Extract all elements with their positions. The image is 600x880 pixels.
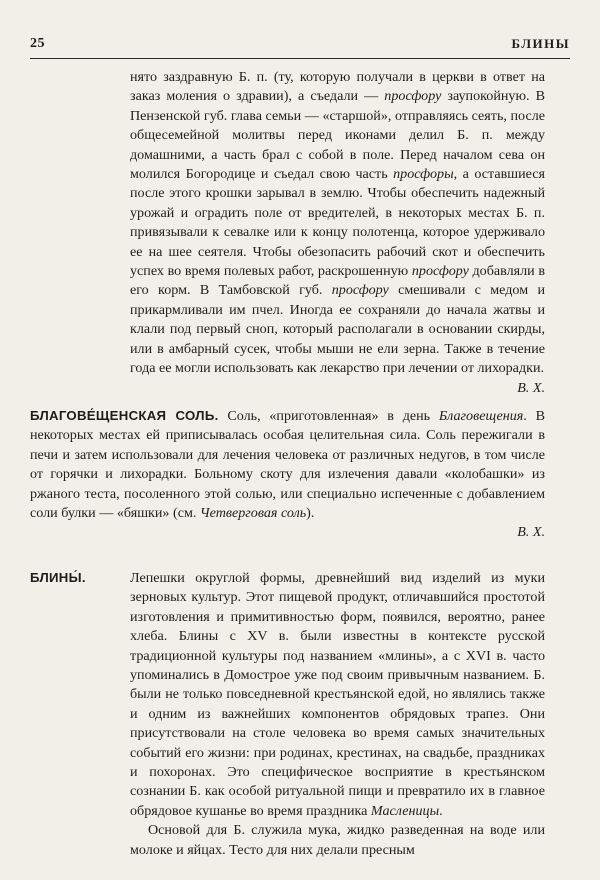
- entry-text: БЛАГОВЕ́ЩЕНСКАЯ СОЛЬ. Соль, «приготовленная» в день Благовещения. В некоторых местах ей приписывалась особая целительная сила. Соль пережигали в печи и затем использовали для лечения человека от различных недугов, в том числе от горячки и лихорадки. Больному скоту для излечения давали «колобашки» из ржаного теста, посоленного этой солью, или специально испеченные с добавлением соли булки — «бяшки» (см. Четверговая соль).: [30, 408, 545, 522]
- entry-text: Лепешки округлой формы, древнейший вид изделий из муки зерновых культур. Этот пищевой продукт, отличавшийся простотой изготовления и примитивностью форм, появился, вероятно, ранее хлеба. Блины с XV в. были известны в контексте русской традиционной культуры под названием «млины», а с XVI в. часто упоминались в Домострое уже под своим привычным названием. Б. были не только повседневной крестьянской едой, но являлись также и одним из важнейших компонентов обрядовых трапез. Они присутствовали на столе человека во время самых значительных событий его жизни: при родинах, крестинах, на свадьбе, праздниках и похоронах. Это специфическое восприятие в крестьянском сознании Б. как особой ритуальной пищи и превратило их в главное обрядовое кушанье во время праздника Масленицы.: [130, 570, 545, 819]
- page-header: [30, 36, 570, 59]
- entry-blagoveshchenskaya-sol: [30, 406, 545, 543]
- entry-term-bliny: БЛИНЫ́.: [30, 570, 86, 585]
- entry-bliny: [130, 569, 545, 860]
- author-initials: В. Х.: [517, 524, 545, 541]
- page-number: 25: [30, 36, 45, 51]
- previous-entry-continuation: [130, 68, 545, 398]
- running-head: БЛИНЫ: [511, 36, 570, 51]
- entry-text-continued: Основой для Б. служила мука, жидко разведенная на воде или молоке и яйцах. Тесто для них делали пресным: [130, 822, 545, 858]
- author-initials: В. Х.: [517, 379, 545, 396]
- entry-term: БЛАГОВЕ́ЩЕНСКАЯ СОЛЬ.: [30, 408, 219, 423]
- previous-entry-text: нято заздравную Б. п. (ту, которую получали в церкви в ответ на заказ моления о здравии), а съедали — просфору заупокойную. В Пензенской губ. глава семьи — «старшой», отправляясь сеять, после общесемейной молитвы перед иконами делил Б. п. между домашними, а часть брал с собой в поле. Перед началом сева он молился Богородице и съедал свою часть просфоры, а оставшиеся после этого крошки зарывал в землю. Чтобы обеспечить надежный урожай и оградить поле от вредителей, в некоторых местах Б. п. привязывали к севалке или к концу полотенца, которое удерживало ее на шее сеятеля. Чтобы обезопасить рабочий скот и обеспечить успех во время полевых работ, раскрошенную просфору добавляли в его корм. В Тамбовской губ. просфору смешивали с медом и прикармливали им пчел. Иногда ее сохраняли до начала жатвы и клали под первый сноп, который располагали в основании скирды, или в амбарный сусек, чтобы мыши не ели зерна. Также в течение года ее могли использовать как лекарство при лечении от лихорадки.: [130, 69, 546, 377]
